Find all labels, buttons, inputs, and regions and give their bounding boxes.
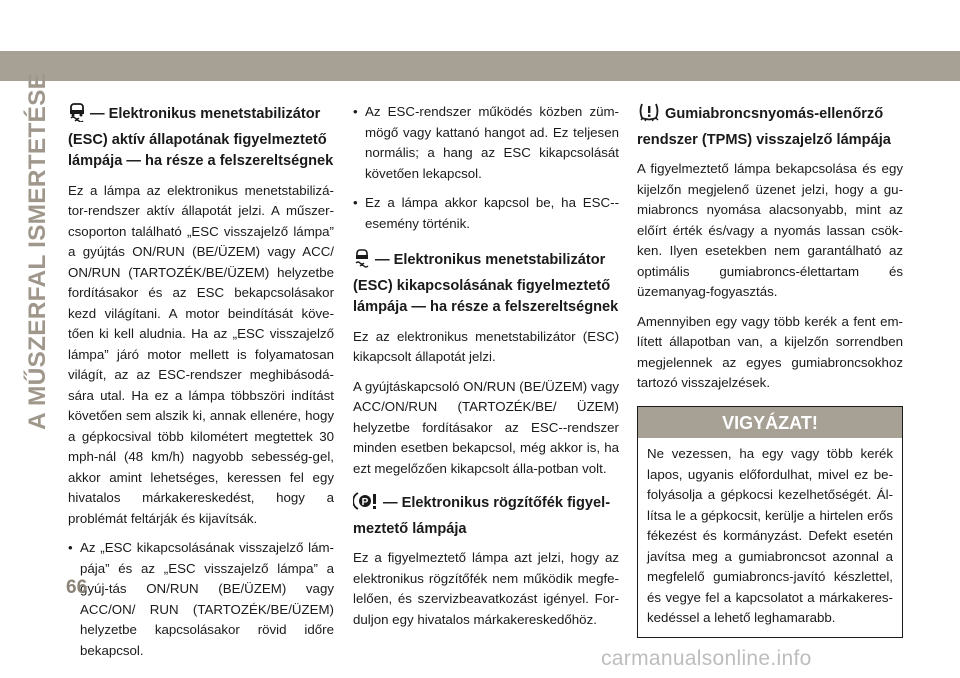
bullet-dot: •: [353, 104, 358, 119]
heading-text: — Elektronikus rögzítőfék figyel-meztető lámpája: [353, 495, 611, 537]
paragraph: Ez a figyelmeztető lámpa azt jelzi, hogy az elektronikus rögzítőfék nem működik megfe-lelően, és szervizbeavatkozást igényel. For-duljon egy hivatalos márkakereskedőhöz.: [353, 550, 619, 627]
heading-text: — Elektronikus menetstabilizátor (ESC) aktív állapotának figyelmeztető lámpája — ha része a felszereltségnek: [68, 106, 334, 169]
page-number: 66: [66, 577, 88, 598]
list-item: [353, 102, 619, 184]
watermark-text: carmanualsonline.info: [601, 647, 812, 670]
list-item: [353, 193, 619, 234]
tire-pressure-icon: [637, 102, 661, 130]
electronic-parking-brake-icon: [353, 491, 379, 519]
caution-box: [637, 406, 903, 638]
paragraph: A gyújtáskapcsoló ON/RUN (BE/ÜZEM) vagy ACC/ON/RUN (TARTOZÉK/BE/ ÜZEM) helyzetbe fordításakor az ESC--rendszer minden esetben bekapcsol, még akkor is, ha ezt megelőzően kikapcsolt álla-potban volt.: [353, 378, 620, 476]
heading-text: Gumiabroncsnyomás-ellenőrző rendszer (TPMS) visszajelző lámpája: [637, 106, 891, 148]
caution-body: [638, 438, 902, 637]
list-item: [68, 538, 334, 661]
section-sidebar-title: A MŰSZERFAL ISMERTETÉSE: [24, 72, 51, 430]
tpms-heading: [637, 102, 903, 151]
bullet-dot: •: [353, 195, 358, 210]
parking-brake-heading: [353, 491, 619, 540]
column-2: [353, 102, 619, 639]
svg-text:P: P: [361, 497, 369, 508]
header-bar: [0, 51, 960, 81]
esc-skid-car-icon: [68, 102, 86, 130]
paragraph: Amennyiben egy vagy több kerék a fent em-lített állapotban van, a kijelzőn sorrendben megjelennek az egyes gumiabroncsokhoz tartozó visszajelzések.: [637, 313, 903, 390]
caution-title: VIGYÁZAT!: [638, 407, 902, 439]
bullet-dot: •: [68, 540, 73, 555]
list-item-text: Ez a lámpa akkor kapcsol be, ha ESC--esemény történik.: [365, 195, 619, 231]
column-1: [68, 102, 334, 670]
column-3: [637, 102, 903, 638]
esc-active-heading: [68, 102, 334, 173]
paragraph: Ez a lámpa az elektronikus menetstabilizá-tor-rendszer aktív állapotát jelzi. A műszer-csoporton található „ESC visszajelző lámpa” a gyújtás ON/RUN (BE/ÜZEM) vagy ACC/ ON/RUN (TARTOZÉK/BE/ÜZEM) helyzetbe fordításakor és az ESC bekapcsolásakor kezd világítani. A motor beindítását köve-tően ki kell aludnia. Ha az „ESC visszajelző lámpa” járó motor mellett is folyamatosan világít, az az ESC-rendszer meghibásodá-sára utal. Ha ez a lámpa többszöri indítást követően sem alszik ki, annak ellenére, hogy a gépkocsival több kilométert megtettek 30 mph-nál (48 km/h) nagyobb sebesség-gel, akkor amint lehetséges, keressen fel egy hivatalos márkakereskedést, hogy a problémát feltárják és kijavítsák.: [68, 182, 334, 526]
caution-text: Ne vezessen, ha egy vagy több kerék lapos, ugyanis előfordulhat, mivel ez be-folyásolja a gépkocsi kezelhetőségét. Ál-lítsa le a gépkocsit, kerülje a hirtelen erős fékezést és kormányzást. Defekt esetén javítsa meg a gumiabroncsot azonnal a megfelelő gumiabroncs-javító készlettel, és vegye fel a kapcsolatot a márkakeres-kedéssel a lehető leghamarabb.: [647, 446, 893, 625]
esc-off-skid-car-icon: [353, 248, 371, 276]
heading-text: — Elektronikus menetstabilizátor (ESC) kikapcsolásának figyelmeztető lámpája — ha része a felszereltségnek: [353, 252, 619, 315]
esc-off-heading: [353, 248, 619, 319]
paragraph: A figyelmeztető lámpa bekapcsolása és egy kijelzőn megjelenő üzenet jelzi, hogy a gu-miabroncs nyomása alacsonyabb, mint az előírt érték és/vagy a nyomás lassan csök-ken. Ilyen esetekben nem garantálható az optimális gumiabroncs-élettartam és üzemanyag-fogyasztás.: [637, 161, 903, 299]
list-item-text: Az „ESC kikapcsolásának visszajelző lám-pája” és az „ESC visszajelző lámpa” a gyúj-tás ON/RUN (BE/ÜZEM) vagy ACC/ON/ RUN (TARTOZÉK/BE/ÜZEM) helyzetbe kapcsolásakor rövid időre bekapcsol.: [80, 540, 334, 658]
paragraph: Ez az elektronikus menetstabilizátor (ESC) kikapcsolt állapotát jelzi.: [353, 328, 619, 364]
list-item-text: Az ESC-rendszer működés közben züm-mögő vagy kattanó hangot ad. Ez teljesen normális; a hang az ESC kikapcsolását követően lekapcsol.: [365, 104, 619, 181]
